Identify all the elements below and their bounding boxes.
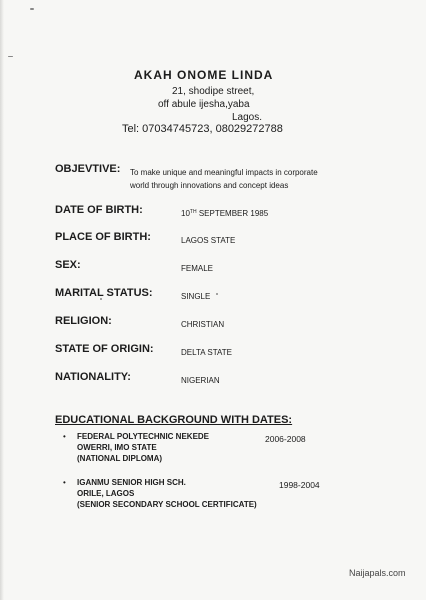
state-of-origin-value: DELTA STATE	[181, 348, 232, 357]
dob-suffix: TH	[189, 209, 197, 215]
telephone: Tel: 07034745723, 08029272788	[122, 123, 283, 135]
address-line-3: Lagos.	[232, 112, 263, 123]
sex-label: SEX:	[55, 259, 81, 271]
pob-value: LAGOS STATE	[181, 236, 236, 245]
education-2-institution: IGANMU SENIOR HIGH SCH.	[77, 478, 186, 487]
education-2-qualification: (SENIOR SECONDARY SCHOOL CERTIFICATE)	[77, 500, 257, 509]
nationality-label: NATIONALITY:	[55, 371, 131, 383]
education-2-years: 1998-2004	[279, 480, 320, 490]
bullet-icon: •	[63, 432, 66, 441]
watermark: Naijapals.com	[349, 568, 406, 578]
scan-speck	[30, 8, 34, 10]
objective-label: OBJEVTIVE:	[55, 163, 121, 175]
address-line-2: off abule ijesha,yaba	[158, 99, 250, 110]
sex-value: FEMALE	[181, 264, 214, 273]
bullet-icon: •	[63, 478, 66, 487]
dob-label: DATE OF BIRTH:	[55, 204, 143, 216]
address-line-1: 21, shodipe street,	[172, 86, 255, 97]
applicant-name: AKAH ONOME LINDA	[134, 68, 274, 82]
objective-text-line-1: To make unique and meaningful impacts in corporate	[130, 168, 318, 177]
scan-speck	[8, 56, 13, 57]
marital-status-value: SINGLE	[181, 292, 211, 301]
marital-status-label: MARITAL STATUS:	[55, 287, 153, 299]
dob-value	[181, 209, 268, 218]
nationality-value: NIGERIAN	[181, 376, 220, 385]
education-1-years: 2006-2008	[265, 434, 306, 444]
objective-text-line-2: world through innovations and concept ideas	[130, 181, 289, 190]
education-1-institution: FEDERAL POLYTECHNIC NEKEDE	[77, 432, 210, 441]
education-2-location: ORILE, LAGOS	[77, 489, 135, 498]
scan-edge	[0, 0, 4, 600]
pob-label: PLACE OF BIRTH:	[55, 231, 151, 243]
dob-rest: SEPTEMBER 1985	[198, 209, 269, 218]
religion-label: RELIGION:	[55, 315, 112, 327]
education-heading: EDUCATIONAL BACKGROUND WITH DATES:	[55, 414, 293, 426]
education-1-qualification: (NATIONAL DIPLOMA)	[77, 454, 163, 463]
education-1-location: OWERRI, IMO STATE	[77, 443, 157, 452]
scan-speck	[216, 293, 218, 295]
dob-day: 10	[181, 209, 190, 218]
religion-value: CHRISTIAN	[181, 320, 225, 329]
state-of-origin-label: STATE OF ORIGIN:	[55, 343, 154, 355]
